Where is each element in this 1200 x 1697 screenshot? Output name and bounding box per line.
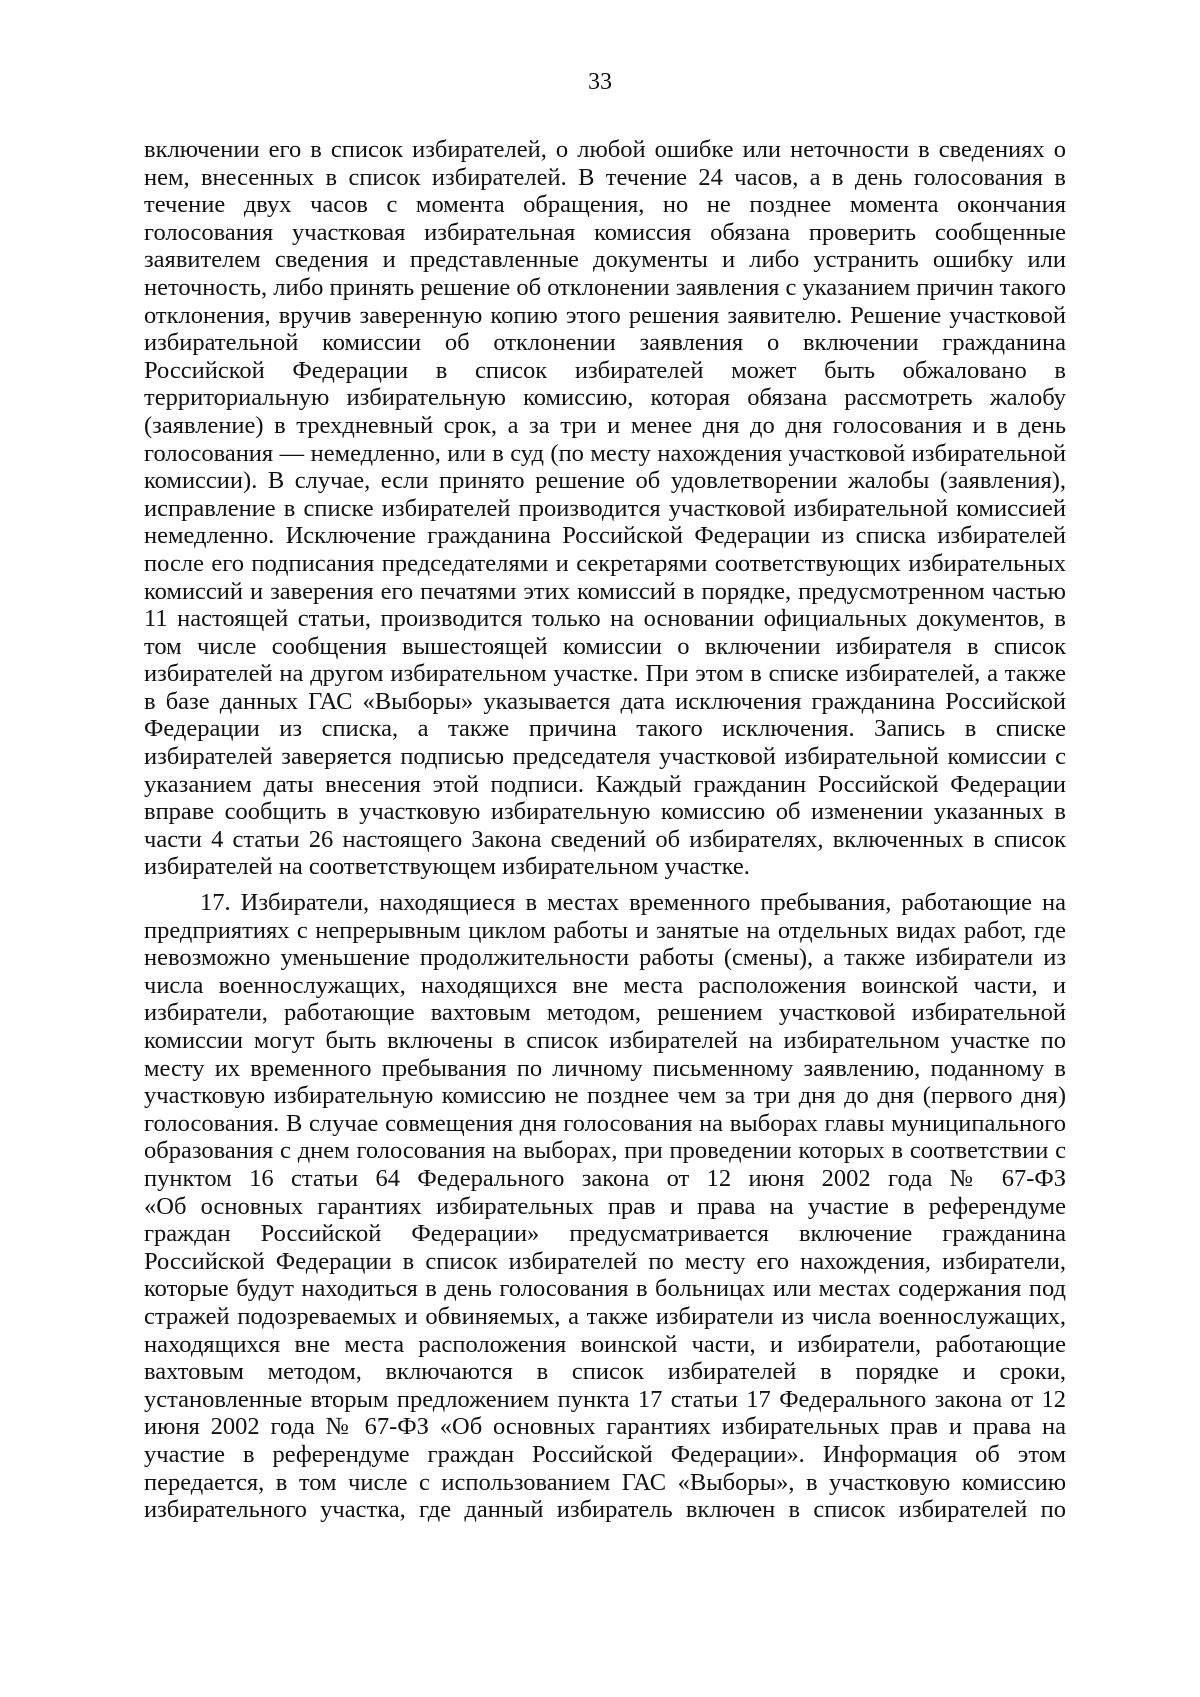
text-line: (заявление) в трехдневный срок, а за три и менее дня до дня голосования и в день bbox=[144, 411, 1066, 439]
text-line: месту их временного пребывания по личному письменному заявлению, поданному в bbox=[144, 1054, 1066, 1082]
text-line: Федерации из списка, а также причина такого исключения. Запись в списке bbox=[144, 715, 1066, 743]
text-line: немедленно. Исключение гражданина Российской Федерации из списка избирателей bbox=[144, 522, 1066, 550]
paragraph-2 bbox=[144, 889, 1066, 1524]
text-line: избиратели, работающие вахтовым методом, решением участковой избирательной bbox=[144, 999, 1066, 1027]
text-line: комиссий и заверения его печатями этих комиссий в порядке, предусмотренном частью bbox=[144, 577, 1066, 605]
text-line: стражей подозреваемых и обвиняемых, а также избиратели из числа военнослужащих, bbox=[144, 1302, 1066, 1330]
text-line: избирателей на соответствующем избирательном участке. bbox=[144, 853, 750, 881]
text-line: нем, внесенных в список избирателей. В течение 24 часов, а в день голосования в bbox=[144, 163, 1066, 191]
text-line: участковую избирательную комиссию не позднее чем за три дня до дня (первого дня) bbox=[144, 1082, 1066, 1110]
text-line: «Об основных гарантиях избирательных прав и права на участие в референдуме bbox=[144, 1192, 1066, 1220]
text-line: 11 настоящей статьи, производится только на основании официальных документов, в bbox=[144, 605, 1066, 633]
paragraph-1 bbox=[144, 136, 1066, 881]
text-line: числа военнослужащих, находящихся вне места расположения воинской части, и bbox=[144, 971, 1066, 999]
text-line: указанием даты внесения этой подписи. Каждый гражданин Российской Федерации bbox=[144, 770, 1066, 798]
text-line: вправе сообщить в участковую избирательную комиссию об изменении указанных в bbox=[144, 798, 1066, 826]
text-line: невозможно уменьшение продолжительности работы (смены), а также избиратели из bbox=[144, 944, 1066, 972]
text-line: избирателей заверяется подписью председателя участковой избирательной комиссии с bbox=[144, 743, 1066, 771]
text-line: исправление в списке избирателей производится участковой избирательной комиссией bbox=[144, 494, 1066, 522]
document-body bbox=[144, 136, 1066, 1524]
text-line: неточность, либо принять решение об отклонении заявления с указанием причин такого bbox=[144, 273, 1067, 301]
text-line: заявителем сведения и представленные документы и либо устранить ошибку или bbox=[144, 246, 1066, 274]
text-line: граждан Российской Федерации» предусматривается включение гражданина bbox=[144, 1220, 1066, 1248]
text-line: передается, в том числе с использованием ГАС «Выборы», в участковую комиссию bbox=[144, 1468, 1066, 1496]
text-line: избирательной комиссии об отклонении заявления о включении гражданина bbox=[144, 329, 1066, 357]
text-line: находящихся вне места расположения воинской части, и избиратели, работающие bbox=[144, 1330, 1066, 1358]
text-line: в базе данных ГАС «Выборы» указывается дата исключения гражданина Российской bbox=[144, 687, 1066, 715]
text-line: вахтовым методом, включаются в список избирателей в порядке и сроки, bbox=[144, 1358, 1066, 1386]
text-line: комиссии могут быть включены в список избирателей на избирательном участке по bbox=[144, 1027, 1066, 1054]
text-line: части 4 статьи 26 настоящего Закона сведений об избирателях, включенных в список bbox=[144, 825, 1066, 853]
paragraph-spacer bbox=[144, 881, 1066, 889]
text-line: пунктом 16 статьи 64 Федерального закона от 12 июня 2002 года № 67-ФЗ bbox=[144, 1164, 1066, 1192]
text-line: участие в референдуме граждан Российской Федерации». Информация об этом bbox=[144, 1440, 1066, 1468]
text-line: образования с днем голосования на выборах, при проведении которых в соответствии с bbox=[144, 1137, 1066, 1165]
text-line: отклонения, вручив заверенную копию этого решения заявителю. Решение участковой bbox=[144, 301, 1066, 329]
text-line: установленные вторым предложением пункта 17 статьи 17 Федерального закона от 12 bbox=[144, 1385, 1066, 1413]
text-line: Российской Федерации в список избирателей может быть обжаловано в bbox=[144, 356, 1066, 384]
page-number: 33 bbox=[588, 69, 612, 95]
text-line: избирательного участка, где данный избиратель включен в список избирателей по bbox=[144, 1496, 1066, 1524]
text-line: после его подписания председателями и секретарями соответствующих избирательных bbox=[144, 549, 1066, 577]
text-line: июня 2002 года № 67-ФЗ «Об основных гарантиях избирательных прав и права на bbox=[144, 1413, 1066, 1441]
text-line: которые будут находиться в день голосования в больницах или местах содержания под bbox=[144, 1275, 1066, 1303]
text-line: Российской Федерации в список избирателей по месту его нахождения, избиратели, bbox=[144, 1247, 1066, 1275]
text-line: предприятиях с непрерывным циклом работы и занятые на отдельных видах работ, где bbox=[144, 916, 1066, 944]
text-line: территориальную избирательную комиссию, которая обязана рассмотреть жалобу bbox=[144, 384, 1066, 412]
text-line: голосования — немедленно, или в суд (по месту нахождения участковой избирательной bbox=[144, 439, 1066, 467]
text-line: избирателей на другом избирательном участке. При этом в списке избирателей, а также bbox=[144, 660, 1066, 688]
text-line: том числе сообщения вышестоящей комиссии о включении избирателя в список bbox=[144, 632, 1066, 660]
text-line: 17. Избиратели, находящиеся в местах временного пребывания, работающие на bbox=[200, 889, 1066, 917]
text-line: голосования. В случае совмещения дня голосования на выборах главы муниципального bbox=[144, 1109, 1066, 1137]
text-line: течение двух часов с момента обращения, но не позднее момента окончания bbox=[144, 191, 1066, 219]
text-line: комиссии). В случае, если принято решение об удовлетворении жалобы (заявления), bbox=[144, 467, 1066, 495]
text-line: голосования участковая избирательная комиссия обязана проверить сообщенные bbox=[144, 218, 1066, 246]
text-line: включении его в список избирателей, о любой ошибке или неточности в сведениях о bbox=[144, 136, 1066, 163]
